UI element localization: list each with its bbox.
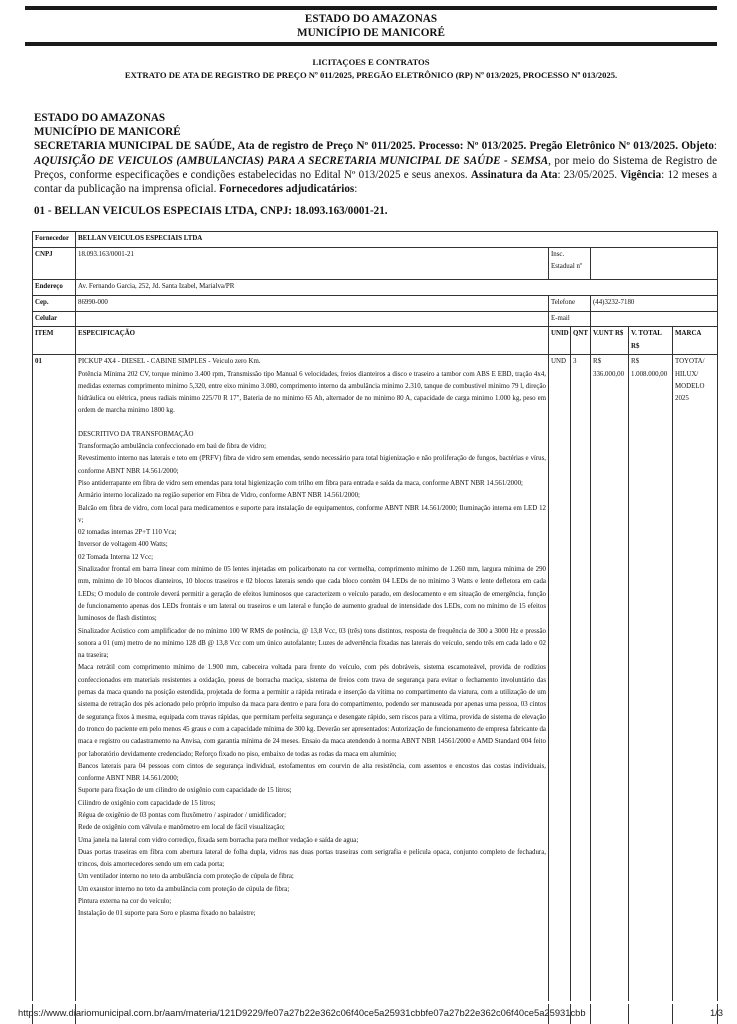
intro-state: ESTADO DO AMAZONAS xyxy=(34,112,166,124)
row-cnpj xyxy=(33,248,718,280)
section-title: LICITAÇOES E CONTRATOS xyxy=(312,57,430,67)
row-fornecedor xyxy=(33,232,718,248)
col-unid: UNID xyxy=(549,327,571,355)
item-qnt: 3 xyxy=(571,355,591,1024)
insc-estadual-label: Insc. Estadual nº xyxy=(549,248,591,280)
transform-title: DESCRITIVO DA TRANSFORMAÇÃO xyxy=(78,430,194,438)
col-marca: MARCA xyxy=(673,327,718,355)
col-vtotal: V. TOTAL R$ xyxy=(629,327,673,355)
transform-line: 02 tomadas internas 2P+T 110 Vca; xyxy=(78,529,177,537)
insc-estadual-value xyxy=(591,248,718,280)
marca-line: MODELO xyxy=(675,382,705,390)
marca-line: HILUX/ xyxy=(675,370,699,378)
email-value xyxy=(591,312,718,327)
item-number: 01 xyxy=(33,355,76,1024)
footer-url[interactable]: https://www.diariomunicipal.com.br/aam/materia/121D9229/fe07a27b22e362c06f40ce5a25931cbbfe07a27b22e362c06f40ce5a25931cbb xyxy=(18,1007,586,1018)
telefone-label: Telefone xyxy=(549,296,591,312)
endereco-label: Endereço xyxy=(33,280,76,296)
assinatura-value: : 23/05/2025. xyxy=(557,168,618,181)
vigencia-value: : 12 meses a contar da publicação na imprensa oficial. xyxy=(34,168,717,196)
extract-title: EXTRATO DE ATA DE REGISTRO DE PREÇO Nº 011/2025, PREGÃO ELETRÔNICO (RP) Nº 013/2025, PROCESSO Nº 013/2025. xyxy=(124,70,618,80)
transform-line: Suporte para fixação de um cilindro de oxigênio com capacidade de 15 litros; xyxy=(78,787,292,795)
objeto-label: Objeto xyxy=(681,140,714,153)
intro-municipality: MUNICÍPIO DE MANICORÉ xyxy=(34,126,181,139)
vigencia-label: Vigência xyxy=(620,168,662,181)
vtotal-currency: R$ xyxy=(631,358,640,366)
transform-line: Instalação de 01 suporte para Soro e plasma fixado no balaústre; xyxy=(78,910,256,918)
spec-vehicle: Potência Mínima 202 CV, torque minimo 3.400 rpm, Transmissão tipo Manual 6 velocidades, freios dianteiros a disco e traseiro a tambor com ABS E EBD, tração 4x4, medidas externas comprimento minimo 5,320, entre eixo minimo 3.080, comprimento interno da ambulância minimo 2.310, tanque de combustivel minimo 79 l, direção hidráulica ou elétrica, pneus radiais minimo 225/70 R 17", Bateria de no minimo 65 Ah, alternador de no minimo 80 A, capacidade de carga minimo 1.000 kg, peso em ordem de marcha minimo 1800 kg. xyxy=(78,370,546,415)
table-row xyxy=(33,355,718,1024)
cep-label: Cep. xyxy=(33,296,76,312)
transform-line: Sinalizador frontal em barra linear com mínimo de 05 lentes injetadas em policarbonato na cor vermelha, comprimento mínimo de 1.260 mm, largura mínima de 290 mm, mínimo de 10 blocos dianteiros, 10 blocos traseiros e 02 blocos laterais sendo que cada bloco contém 04 LEDs de no mínimo 3 Watts e lente defletora em cada LEDs; O modulo de controle deverá permitir a geração de efeitos luminosos que caracterizem o veículo parado, em deslocamento e em situação de emergência, função de funcionamento apenas dos LEDs frontais e um lateral ou traseiros e um lateral e função de aumento gradual de intensidade dos LEDs, com no mínimo de 15 efeitos luminosos de flash distintos; xyxy=(78,566,546,623)
transform-line: Sinalizador Acústico com amplificador de no mínimo 100 W RMS de potência, @ 13,8 Vcc, 03 (três) tons distintos, resposta de frequência de 300 a 3000 Hz e pressão sonora a 01 (um) metro de no mínimo 128 dB @ 13,8 Vcc com um único autofalante; Luzes de advertência fixadas nas laterais do veículo, sendo três em cada lado e 02 na traseira; xyxy=(78,627,546,660)
celular-value xyxy=(76,312,549,327)
item-vunt xyxy=(591,355,629,1024)
cnpj-label: CNPJ xyxy=(33,248,76,280)
supplier-heading: 01 - BELLAN VEICULOS ESPECIAIS LTDA, CNPJ: 18.093.163/0001-21. xyxy=(34,205,388,217)
items-header-row xyxy=(33,327,718,355)
row-endereco xyxy=(33,280,718,296)
intro-paragraph: ESTADO DO AMAZONAS MUNICÍPIO DE MANICORÉ SECRETARIA MUNICIPAL DE SAÚDE, Ata de registro de Preço Nº 011/2025. Processo: Nº 013/2025. Pregão Eletrônico Nº 013/2025. Objeto: AQUISIÇÃO DE VEICULOS (AMBULANCIAS) PARA A SECRETARIA MUNICIPAL DE SAÚDE - SEMSA, por meio do Sistema de Registro de Preços, conforme especificações e condições estabelecidas no Edital Nº 013/2025 e seus anexos. Assinatura da Ata: 23/05/2025. Vigência: 12 meses a contar da publicação na imprensa oficial. Fornecedores adjudicatários: xyxy=(34,112,717,196)
transform-line: Duas portas traseiras em fibra com abertura lateral de folha dupla, vidros nas duas portas traseiras com serigrafia e película opaca, conjunto completo de fechadura, trincos, dois amortecedores sendo um em cada porta; xyxy=(78,848,546,869)
transform-line: Um exaustor interno no teto da ambulância com proteção de cúpula de fibra; xyxy=(78,885,290,893)
item-marca xyxy=(673,355,718,1024)
page-cutoff xyxy=(0,1001,737,1004)
transform-line: Armário interno localizado na região superior em Fibra de Vidro, conforme ABNT NBR 14.561/2000; xyxy=(78,492,360,500)
transform-line: Uma janela na lateral com vidro corrediço, fixada sem borracha para melhor vedação e saída de agua; xyxy=(78,836,359,844)
fornecedores-suffix: : xyxy=(354,183,358,196)
row-cep xyxy=(33,296,718,312)
vunt-currency: R$ xyxy=(593,358,602,366)
transform-line: Régua de oxigênio de 03 pontas com fluxômetro / aspirador / umidificador; xyxy=(78,811,287,819)
marca-line: 2025 xyxy=(675,395,689,403)
header-municipality: MUNICÍPIO DE MANICORÉ xyxy=(297,27,445,39)
objeto-value: AQUISIÇÃO DE VEICULOS (AMBULANCIAS) PARA A SECRETARIA MUNICIPAL DE SAÚDE - SEMSA xyxy=(34,154,549,167)
header-state: ESTADO DO AMAZONAS xyxy=(304,13,438,25)
assinatura-label: Assinatura da Ata xyxy=(470,168,558,181)
vtotal-value: 1.008.000,00 xyxy=(631,370,668,378)
top-rule xyxy=(25,6,717,10)
celular-label: Celular xyxy=(33,312,76,327)
cnpj-value: 18.093.163/0001-21 xyxy=(76,248,549,280)
fornecedor-label: Fornecedor xyxy=(33,232,76,248)
page-number: 1/3 xyxy=(709,1007,723,1018)
endereco-value: Av. Fernando Garcia, 252, Jd. Santa Izabel, Marialva/PR xyxy=(76,280,718,296)
transform-line: Rede de oxigênio com válvula e manômetro em local de fácil visualização; xyxy=(78,824,285,832)
vunt-value: 336.000,00 xyxy=(593,370,625,378)
objeto-rest: , por meio do Sistema de Registro de Preços, conforme especificações e condições estabelecidas no Edital Nº 013/2025 e seus anexos. xyxy=(34,154,717,181)
item-vtotal xyxy=(629,355,673,1024)
col-especificacao: ESPECIFICAÇÃO xyxy=(76,327,549,355)
row-celular xyxy=(33,312,718,327)
telefone-value: (44)3232-7180 xyxy=(591,296,718,312)
transform-line: Inversor de voltagem 400 Watts; xyxy=(78,541,168,549)
transform-line: Revestimento interno nas laterais e teto em (PRFV) fibra de vidro sem emendas, sendo necessário para total higienização e não proliferação de fungos, bactérias e vírus, conforme ABNT NBR 14.561/2000; xyxy=(78,455,546,475)
transform-line: Cilindro de oxigênio com capacidade de 15 litros; xyxy=(78,799,216,807)
transform-line: Balcão em fibra de vidro, com local para medicamentos e suporte para instalação de equipamentos, conforme ABNT NBR 14.561/2000; Iluminação interna em LED 12 v; xyxy=(78,504,546,524)
header-bottom-rule xyxy=(25,42,717,46)
transform-line: Piso antiderrapante em fibra de vidro sem emendas para total higienização com trilho em fibra para entrada e saída da maca, conforme ABNT NBR 14.561/2000; xyxy=(78,479,523,487)
email-label: E-mail xyxy=(549,312,591,327)
transform-line: Um ventilador interno no teto da ambulância com proteção de cúpula de fibra; xyxy=(78,873,294,881)
transform-line: Maca retrátil com comprimento mínimo de 1.900 mm, cabeceira voltada para frente do veículo, com pés dobráveis, sistema escamoteável, provida de rodízios confeccionados em materiais resistentes a oxidação, pneus de borracha maciça, sistema de freios com trava de segurança para evitar o fechamento involuntário das pernas da maca quando na posição estendida, projetada de forma a permitir a rápida retirada e inserção da vítima no compartimento da viatura, com a utilização de um sistema de retração dos pés acionado pelo próprio impulso da maca para dentro e para fora do compartimento, podendo ser manuseada por apenas uma pessoa, 03 cintos de segurança fixos à mesma, equipada com travas rápidas, que permitam perfeita segurança e desengate rápido, sem riscos para a vítima, provida de sistema de elevação do tronco do paciente em pelo menos 45 graus e com a capacidade mínima de 300 kg. Deverão ser apresentados: Autorização de funcionamento de empresa fabricante da maca e registro ou cadastramento na Anvisa, com garantia mínima de 24 meses. Ensaio da maca atendendo à norma ABNT NBR 14561/2000 e AMD Standard 004 feito por laboratório devidamente credenciado; Reforço fixado no piso, embaixo de todas as rodas da maca em alumínio; xyxy=(78,664,546,758)
transform-line: Bancos laterais para 04 pessoas com cintos de segurança individual, estofamentos em courvin de alta resistência, com assentos e encostos das costas individuais, conforme ABNT NBR 14.561/2000; xyxy=(78,762,546,783)
col-vunt: V.UNT R$ xyxy=(591,327,629,355)
marca-line: TOYOTA/ xyxy=(675,358,705,366)
transform-line: Transformação ambulância confeccionado em baú de fibra de vidro; xyxy=(78,443,267,451)
transform-line: 02 Tomada Interna 12 Vcc; xyxy=(78,553,154,561)
col-qnt: QNT xyxy=(571,327,591,355)
col-item: ITEM xyxy=(33,327,76,355)
supplier-items-table xyxy=(32,231,718,1024)
item-unid: UND xyxy=(549,355,571,1024)
intro-secretariat: SECRETARIA MUNICIPAL DE SAÚDE, Ata de registro de Preço Nº 011/2025. Processo: Nº 013/2025. Pregão Eletrônico Nº 013/2025. xyxy=(34,140,678,153)
spec-title: PICKUP 4X4 - DIESEL - CABINE SIMPLES - Veiculo zero Km. xyxy=(78,358,261,366)
item-specification xyxy=(76,355,549,1024)
fornecedor-value: BELLAN VEICULOS ESPECIAIS LTDA xyxy=(76,232,718,248)
fornecedores-label: Fornecedores adjudicatários xyxy=(219,183,355,196)
transform-line: Pintura externa na cor do veículo; xyxy=(78,898,172,906)
cep-value: 86990-000 xyxy=(76,296,549,312)
